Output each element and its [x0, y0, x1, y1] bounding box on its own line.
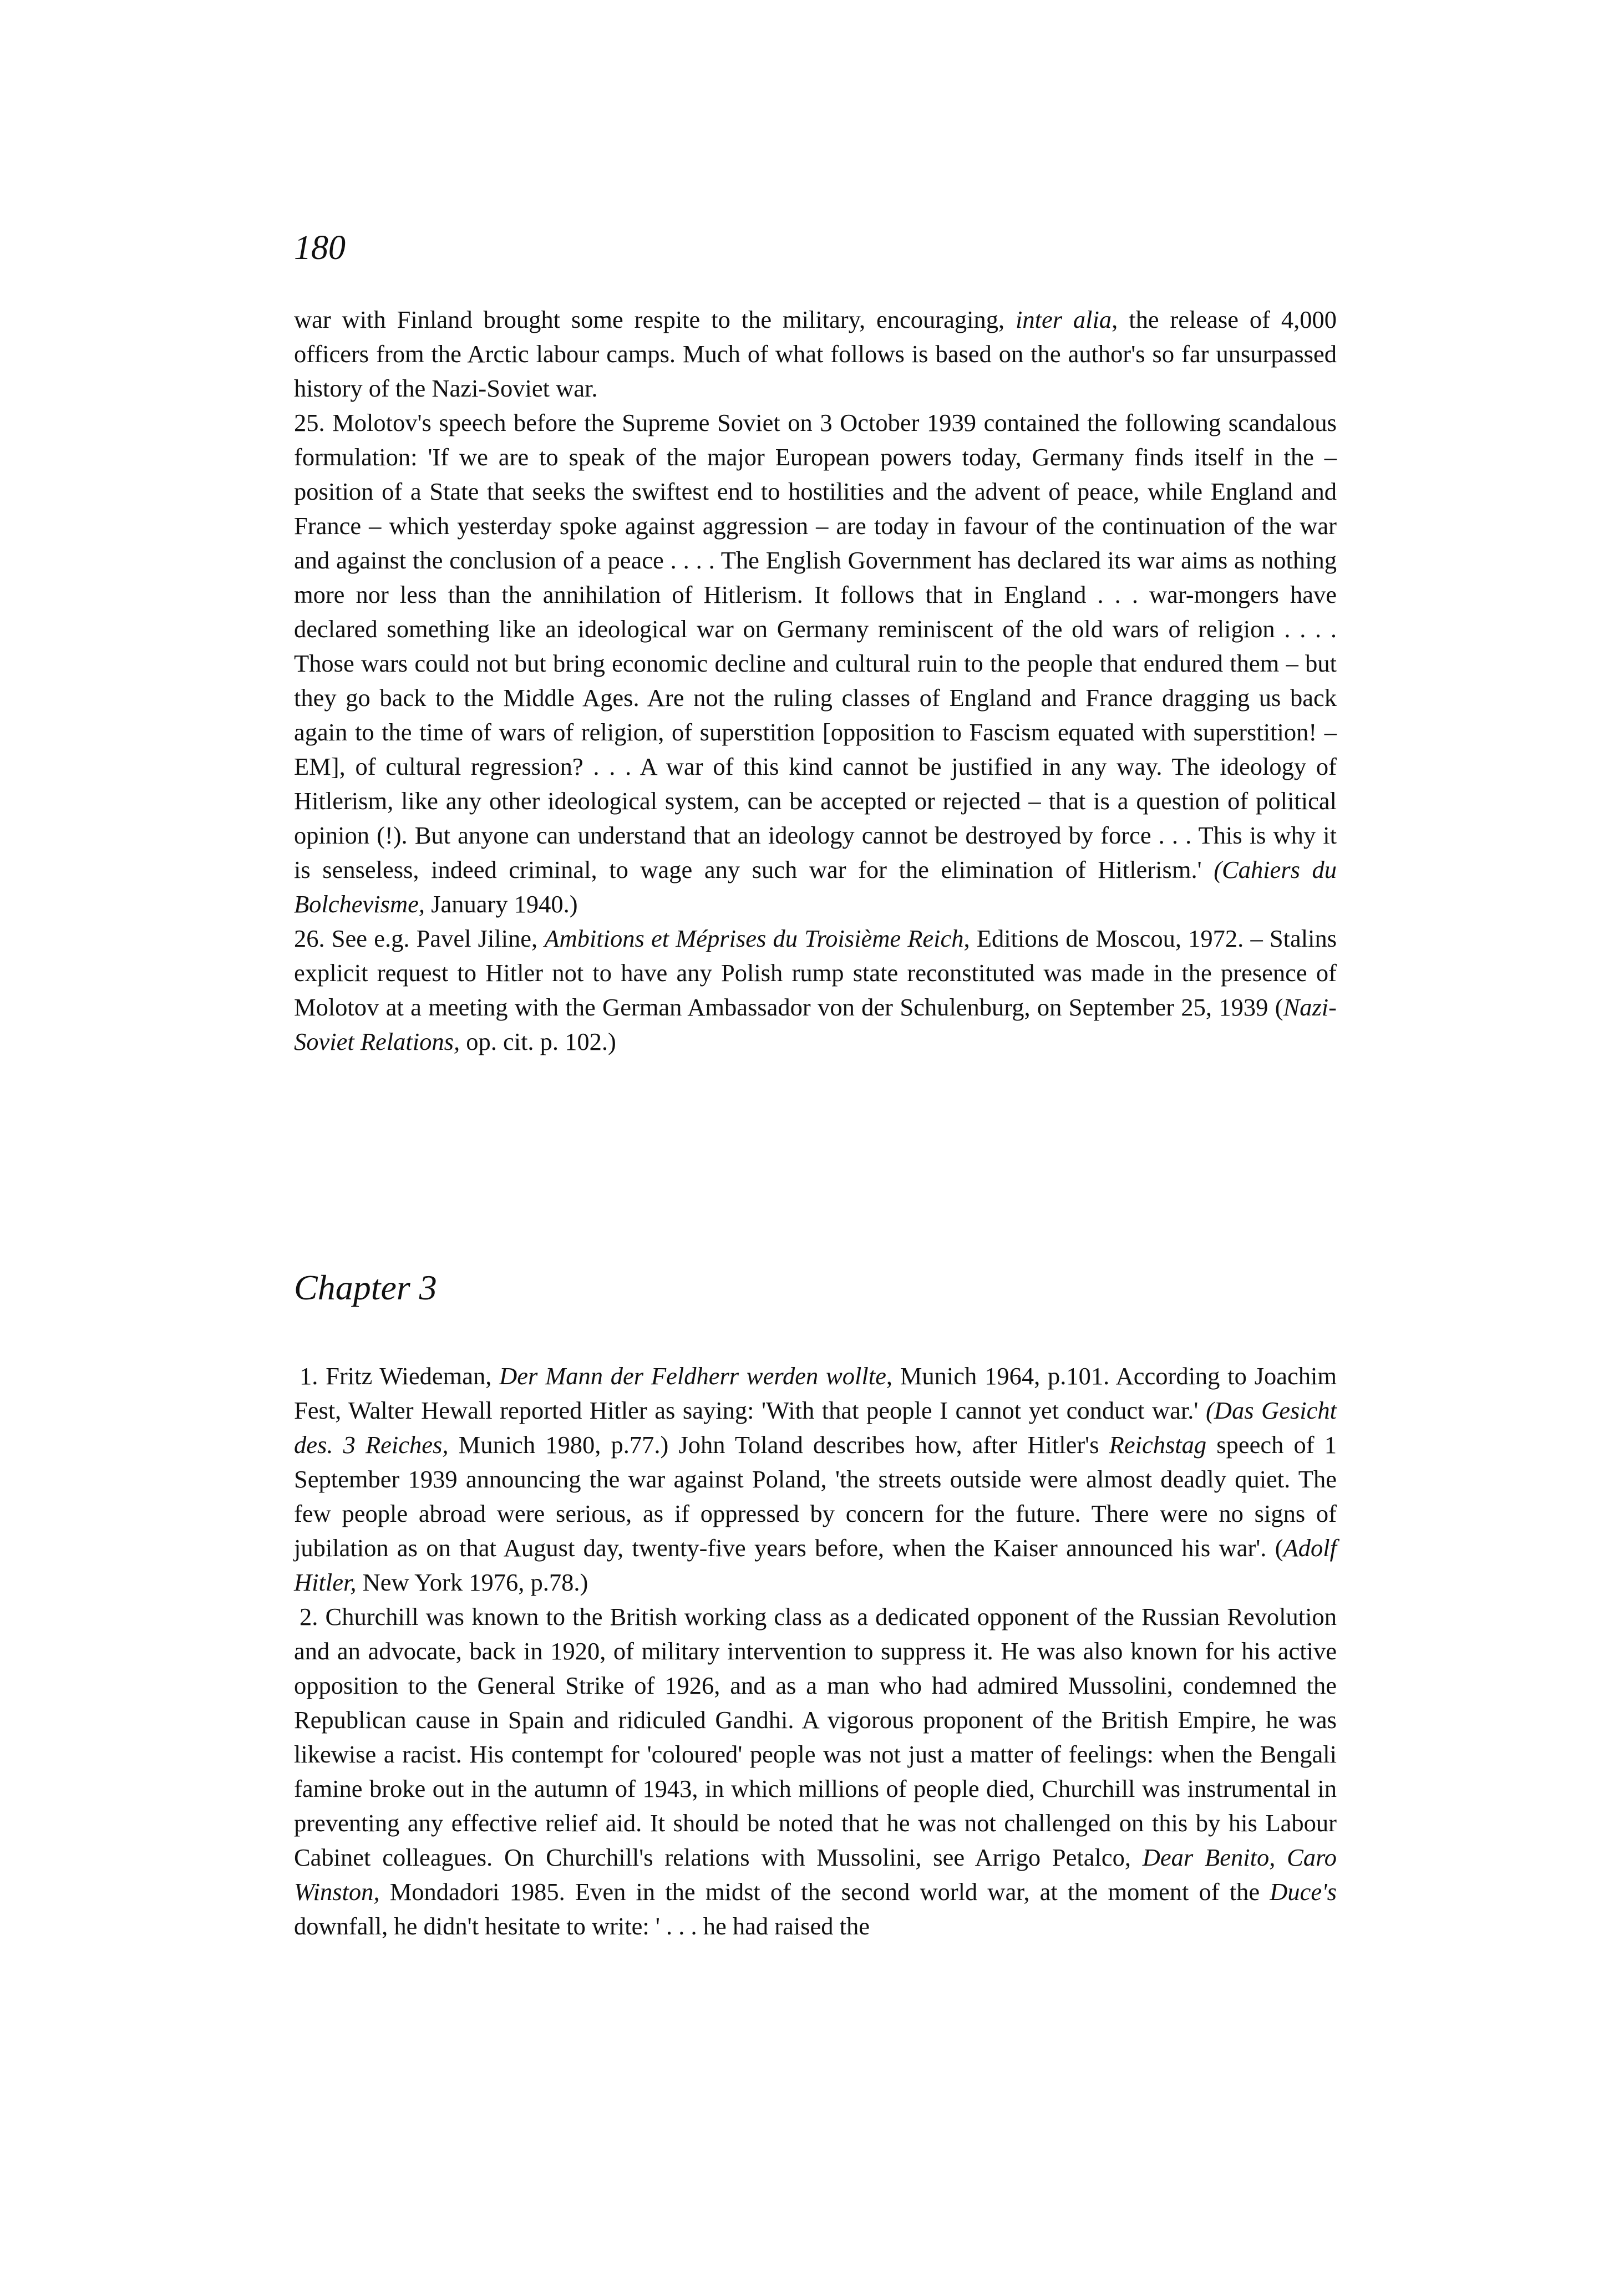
note-1-text-e: New York 1976, p.78.)	[356, 1568, 588, 1596]
note-25-text: 25. Molotov's speech before the Supreme Soviet on 3 October 1939 contained the following scandalous formulation: 'If we are to speak of the major European powers today, Germany finds itself in the – position of a State that seeks the swiftest end to hostilities and the advent of peace, while England and France – which yesterday spoke against aggression – are today in favour of the continuation of the war and against the conclusion of a peace . . . . The English Government has declared its war aims as nothing more nor less than the annihilation of Hitlerism. It follows that in England . . . war-mongers have declared something like an ideological war on Germany reminiscent of the old wars of religion . . . . Those wars could not but bring economic decline and cultural ruin to the people that endured them – but they go back to the Middle Ages. Are not the ruling classes of England and France dragging us back again to the time of wars of religion, of superstition [opposition to Fascism equated with superstition! – EM], of cultural regression? . . . A war of this kind cannot be justified in any way. The ideology of Hitlerism, like any other ideological system, can be accepted or rejected – that is a question of political opinion (!). But anyone can understand that an ideology cannot be destroyed by force . . . This is why it is senseless, indeed criminal, to wage any such war for the elimination of Hitlerism.'	[294, 409, 1337, 883]
note-1-text-a: 1. Fritz Wiedeman,	[300, 1362, 500, 1390]
note-26-text-b: , Editions de Moscou, 1972. – Stalins explicit request to Hitler not to have any Polish rump state reconstituted was made in the presence of Molotov at a meeting with the German Ambassador von der Schulenburg, on September 25, 1939 (	[294, 924, 1337, 1021]
note-2-book-title: Dear Benito, Caro Winston,	[294, 1843, 1337, 1906]
chapter-heading: Chapter 3	[294, 1268, 437, 1307]
chapter-3-note-1	[294, 1359, 1337, 1599]
note-26-text-a: 26. See e.g. Pavel Jiline,	[294, 924, 545, 952]
note-26	[294, 921, 1337, 1059]
note-25	[294, 405, 1337, 921]
notes-continued	[294, 302, 1337, 1059]
page-number: 180	[294, 229, 346, 267]
note-1-book-title: Der Mann der Feldherr werden wollte	[499, 1362, 886, 1390]
note-1-text-c: Munich 1980, p.77.) John Toland describes how, after Hitler's	[448, 1431, 1109, 1459]
note-2-text-c: downfall, he didn't hesitate to write: ' . . . he had raised the	[294, 1912, 870, 1940]
note-25-source-date: January 1940.)	[425, 890, 578, 918]
chapter-3-note-2	[294, 1599, 1337, 1943]
note-24-inter-alia: inter alia	[1015, 306, 1112, 333]
note-25-source-title: (Cahiers du Bolchevisme,	[294, 856, 1337, 918]
note-1-text-d: speech of 1 September 1939 announcing the war against Poland, 'the streets outside were almost deadly quiet. The few people abroad were serious, as if oppressed by concern for the future. There were no signs of jubilation as on that August day, twenty-five years before, when the Kaiser announced his war'. (	[294, 1431, 1337, 1562]
note-1-toland-title: Adolf Hitler,	[294, 1534, 1337, 1596]
note-1-text-b: , Munich 1964, p.101. According to Joachim Fest, Walter Hewall reported Hitler as saying: 'With that people I cannot yet conduct war.'	[294, 1362, 1337, 1424]
note-2-text-a: 2. Churchill was known to the British working class as a dedicated opponent of the Russian Revolution and an advocate, back in 1920, of military intervention to suppress it. He was also known for his active opposition to the General Strike of 1926, and as a man who had admired Mussolini, condemned the Republican cause in Spain and ridiculed Gandhi. A vigorous proponent of the British Empire, he was likewise a racist. His contempt for 'coloured' people was not just a matter of feelings: when the Bengali famine broke out in the autumn of 1943, in which millions of people died, Churchill was instrumental in preventing any effective relief aid. It should be noted that he was not challenged on this by his Labour Cabinet colleagues. On Churchill's relations with Mussolini, see Arrigo Petalco,	[294, 1603, 1337, 1871]
chapter-3-notes	[294, 1359, 1337, 1943]
note-26-text-c: op. cit. p. 102.)	[460, 1028, 616, 1055]
note-2-text-b: Mondadori 1985. Even in the midst of the second world war, at the moment of the	[379, 1878, 1270, 1906]
note-24-text-a: war with Finland brought some respite to the military, encouraging,	[294, 306, 1016, 333]
note-26-book-title: Ambitions et Méprises du Troisième Reich	[544, 924, 964, 952]
note-24-text-b: , the release of 4,000 officers from the Arctic labour camps. Much of what follows is based on the author's so far unsurpassed history of the Nazi-Soviet war.	[294, 306, 1337, 402]
note-2-duce: Duce's	[1270, 1878, 1337, 1906]
note-24-continuation	[294, 302, 1337, 405]
note-26-source-title: Nazi-Soviet Relations,	[294, 993, 1337, 1055]
note-1-fest-title: (Das Gesicht des. 3 Reiches,	[294, 1396, 1337, 1459]
note-1-reichstag: Reichstag	[1109, 1431, 1207, 1459]
